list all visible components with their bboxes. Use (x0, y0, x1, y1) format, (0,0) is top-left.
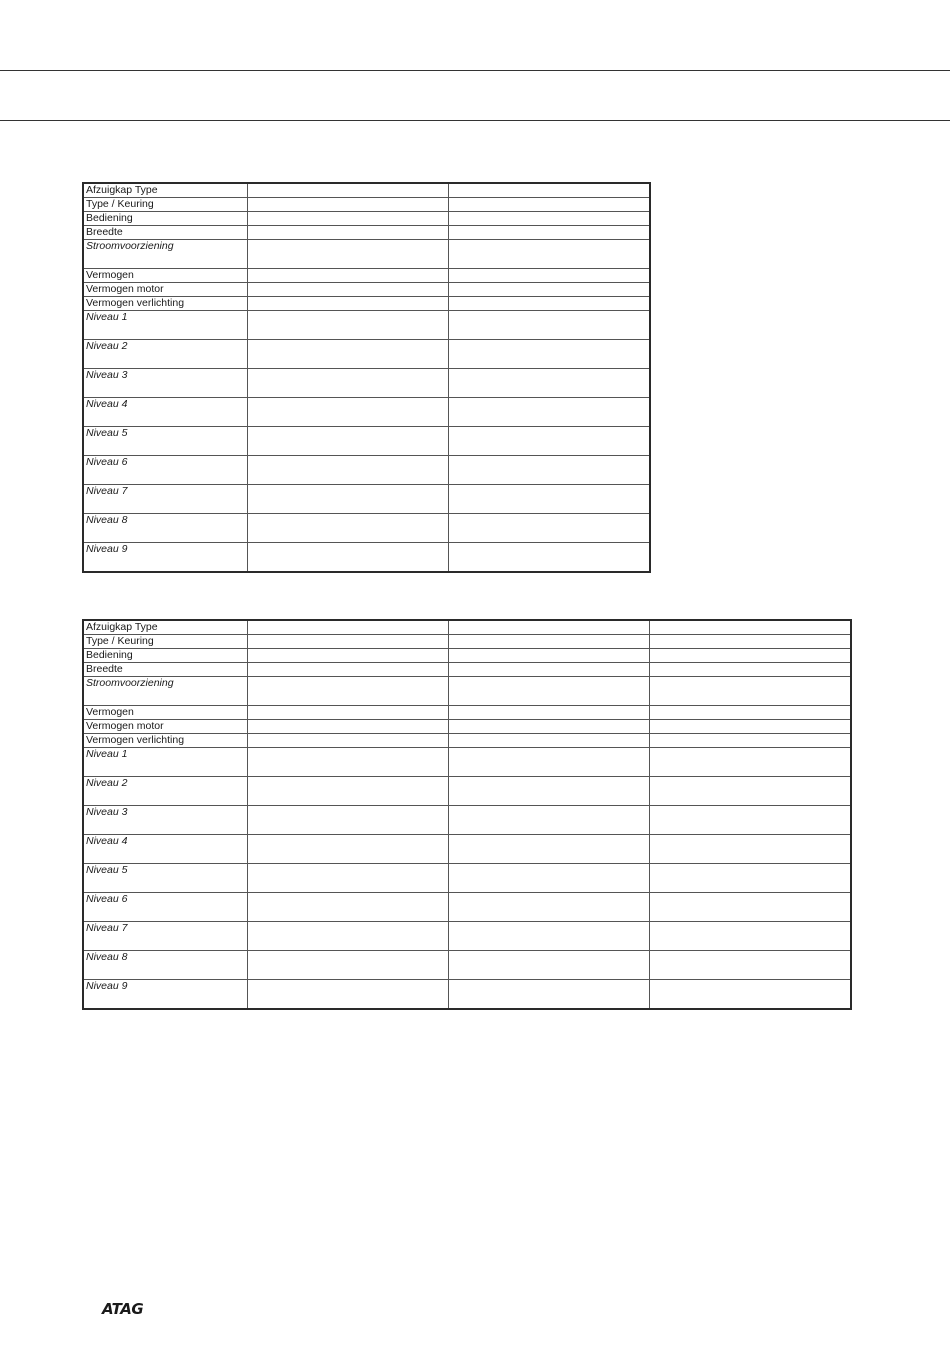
value-cell (248, 635, 449, 649)
row-label: Niveau 7 (83, 922, 248, 951)
row-label: Niveau 4 (83, 835, 248, 864)
value-cell (650, 893, 852, 922)
table-row (83, 485, 650, 514)
row-label: Stroomvoorziening (83, 677, 248, 706)
row-label: Vermogen (83, 269, 248, 283)
value-cell (248, 269, 449, 283)
value-cell (449, 369, 651, 398)
value-cell (248, 835, 449, 864)
value-cell (449, 398, 651, 427)
value-cell (650, 635, 852, 649)
value-cell (248, 543, 449, 573)
value-cell (650, 649, 852, 663)
value-cell (449, 951, 650, 980)
value-cell (650, 777, 852, 806)
table-row (83, 398, 650, 427)
table-row (83, 514, 650, 543)
value-cell (248, 748, 449, 777)
value-cell (248, 240, 449, 269)
value-cell (449, 720, 650, 734)
table-row (83, 720, 851, 734)
value-cell (449, 893, 650, 922)
table-row (83, 240, 650, 269)
row-label: Vermogen verlichting (83, 297, 248, 311)
value-cell (449, 514, 651, 543)
value-cell (650, 620, 852, 635)
row-label: Stroomvoorziening (83, 240, 248, 269)
value-cell (449, 777, 650, 806)
table-row (83, 198, 650, 212)
value-cell (650, 720, 852, 734)
header-bottom-rule (0, 120, 950, 121)
value-cell (248, 183, 449, 198)
table-row (83, 212, 650, 226)
table-row (83, 269, 650, 283)
value-cell (449, 649, 650, 663)
atag-logo: ATAG (102, 1300, 144, 1318)
value-cell (449, 706, 650, 720)
value-cell (449, 922, 650, 951)
value-cell (248, 677, 449, 706)
value-cell (650, 922, 852, 951)
row-label: Niveau 9 (83, 543, 248, 573)
value-cell (248, 620, 449, 635)
value-cell (449, 427, 651, 456)
table-row (83, 663, 851, 677)
table-row (83, 677, 851, 706)
value-cell (449, 183, 651, 198)
table-row (83, 806, 851, 835)
table-row (83, 706, 851, 720)
value-cell (248, 777, 449, 806)
table-row (83, 297, 650, 311)
value-cell (650, 748, 852, 777)
row-label: Niveau 9 (83, 980, 248, 1010)
value-cell (650, 663, 852, 677)
table-row (83, 226, 650, 240)
row-label: Niveau 1 (83, 748, 248, 777)
value-cell (248, 663, 449, 677)
value-cell (248, 806, 449, 835)
value-cell (248, 340, 449, 369)
spec-table-three-columns (82, 619, 852, 1010)
table-row (83, 543, 650, 573)
row-label: Type / Keuring (83, 635, 248, 649)
table-row (83, 951, 851, 980)
table-row (83, 649, 851, 663)
value-cell (650, 864, 852, 893)
value-cell (248, 649, 449, 663)
value-cell (449, 269, 651, 283)
table-row (83, 748, 851, 777)
row-label: Type / Keuring (83, 198, 248, 212)
row-label: Niveau 6 (83, 456, 248, 485)
value-cell (449, 311, 651, 340)
row-label: Breedte (83, 226, 248, 240)
value-cell (449, 620, 650, 635)
table-row (83, 340, 650, 369)
table-row (83, 864, 851, 893)
value-cell (650, 951, 852, 980)
table-row (83, 427, 650, 456)
header-top-rule (0, 70, 950, 71)
value-cell (248, 980, 449, 1010)
value-cell (248, 893, 449, 922)
value-cell (449, 748, 650, 777)
value-cell (449, 543, 651, 573)
table-row (83, 980, 851, 1010)
table-row (83, 311, 650, 340)
spec-table-two-columns (82, 182, 651, 573)
value-cell (248, 951, 449, 980)
value-cell (449, 980, 650, 1010)
row-label: Vermogen (83, 706, 248, 720)
row-label: Niveau 5 (83, 864, 248, 893)
value-cell (650, 806, 852, 835)
value-cell (248, 734, 449, 748)
value-cell (449, 663, 650, 677)
value-cell (449, 806, 650, 835)
row-label: Niveau 8 (83, 951, 248, 980)
row-label: Vermogen motor (83, 283, 248, 297)
value-cell (650, 677, 852, 706)
row-label: Niveau 2 (83, 340, 248, 369)
row-label: Niveau 3 (83, 369, 248, 398)
table-row (83, 922, 851, 951)
table-row (83, 456, 650, 485)
value-cell (248, 297, 449, 311)
value-cell (449, 864, 650, 893)
value-cell (248, 456, 449, 485)
value-cell (449, 734, 650, 748)
row-label: Breedte (83, 663, 248, 677)
value-cell (449, 212, 651, 226)
value-cell (248, 212, 449, 226)
value-cell (248, 398, 449, 427)
row-label: Niveau 4 (83, 398, 248, 427)
value-cell (449, 226, 651, 240)
value-cell (449, 635, 650, 649)
value-cell (248, 706, 449, 720)
value-cell (248, 283, 449, 297)
value-cell (248, 485, 449, 514)
value-cell (248, 427, 449, 456)
value-cell (449, 677, 650, 706)
value-cell (248, 514, 449, 543)
row-label: Niveau 7 (83, 485, 248, 514)
table-row (83, 835, 851, 864)
row-label: Niveau 6 (83, 893, 248, 922)
value-cell (650, 980, 852, 1010)
value-cell (248, 311, 449, 340)
table-row (83, 183, 650, 198)
value-cell (248, 720, 449, 734)
value-cell (449, 340, 651, 369)
table-row (83, 369, 650, 398)
table-row (83, 635, 851, 649)
value-cell (449, 835, 650, 864)
value-cell (449, 456, 651, 485)
value-cell (248, 369, 449, 398)
value-cell (650, 835, 852, 864)
value-cell (248, 198, 449, 212)
value-cell (650, 734, 852, 748)
table-row (83, 734, 851, 748)
table-row (83, 620, 851, 635)
table-row (83, 283, 650, 297)
value-cell (650, 706, 852, 720)
value-cell (449, 198, 651, 212)
row-label: Niveau 5 (83, 427, 248, 456)
row-label: Bediening (83, 212, 248, 226)
row-label: Bediening (83, 649, 248, 663)
value-cell (449, 240, 651, 269)
value-cell (248, 922, 449, 951)
value-cell (449, 283, 651, 297)
value-cell (248, 226, 449, 240)
row-label: Afzuigkap Type (83, 183, 248, 198)
row-label: Niveau 3 (83, 806, 248, 835)
row-label: Afzuigkap Type (83, 620, 248, 635)
row-label: Niveau 2 (83, 777, 248, 806)
row-label: Vermogen verlichting (83, 734, 248, 748)
value-cell (449, 297, 651, 311)
value-cell (449, 485, 651, 514)
value-cell (248, 864, 449, 893)
row-label: Niveau 8 (83, 514, 248, 543)
row-label: Vermogen motor (83, 720, 248, 734)
table-row (83, 893, 851, 922)
row-label: Niveau 1 (83, 311, 248, 340)
table-row (83, 777, 851, 806)
